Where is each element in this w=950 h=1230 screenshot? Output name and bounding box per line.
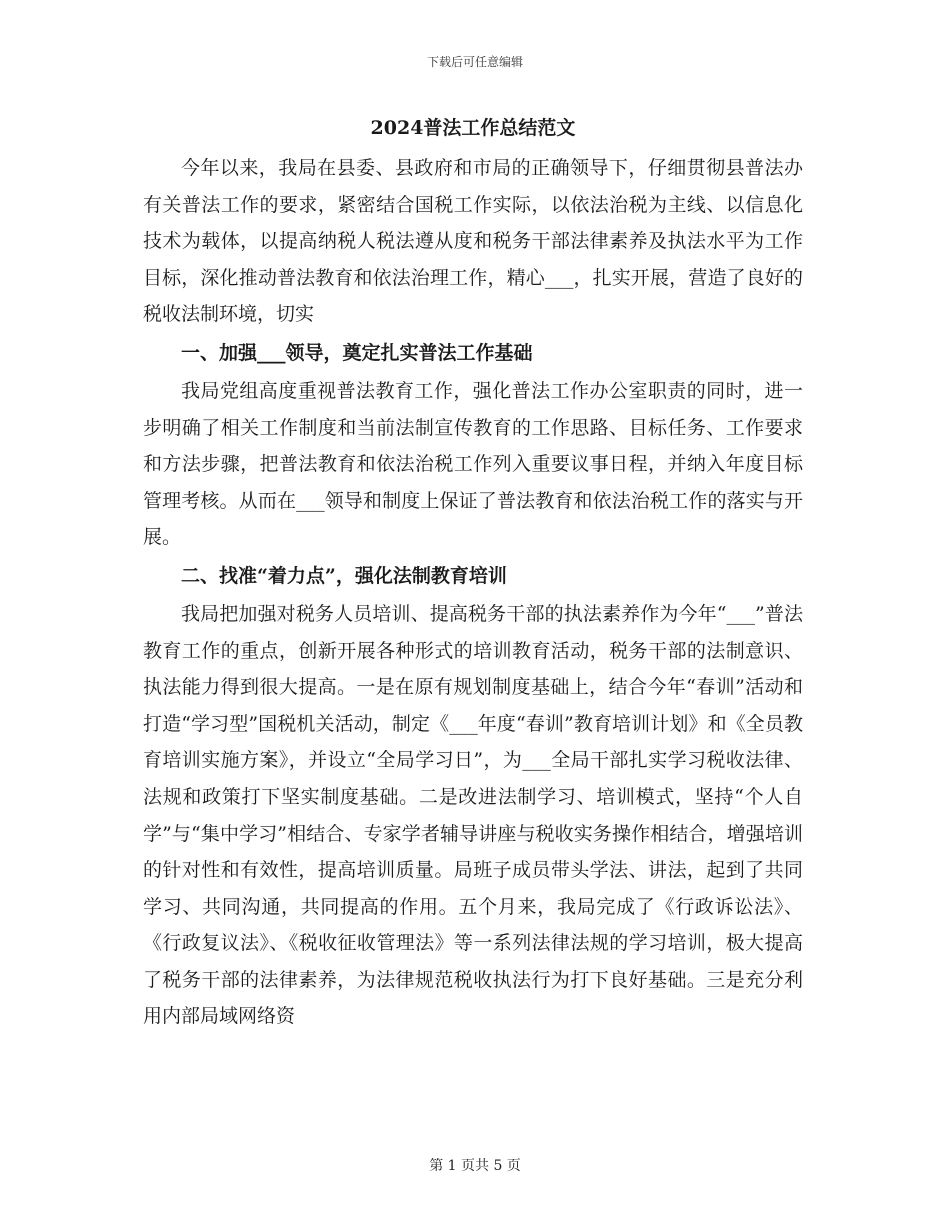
section-1-paragraph: 我局党组高度重视普法教育工作，强化普法工作办公室职责的同时，进一步明确了相关工作制度和当前法制宣传教育的工作思路、目标任务、工作要求和方法步骤，把普法教育和依法治税工作列入重要议事日程，并纳入年度目标管理考核。从而在___领导和制度上保证了普法教育和依法治税工作的落实与开展。 bbox=[143, 379, 803, 549]
header-note: 下载后可任意编辑 bbox=[426, 55, 523, 69]
section-2-paragraph: 我局把加强对税务人员培训、提高税务干部的执法素养作为今年“___”普法教育工作的重点，创新开展各种形式的培训教育活动，税务干部的法制意识、执法能力得到很大提高。一是在原有规划制度基础上，结合今年“春训”活动和打造“学习型”国税机关活动，制定《___年度“春训”教育培训计划》和《全员教育培训实施方案》，并设立“全局学习日”，为___全局干部扎实学习税收法律、法规和政策打下坚实制度基础。二是改进法制学习、培训模式，坚持“个人自学”与“集中学习”相结合、专家学者辅导讲座与税收实务操作相结合，增强培训的针对性和有效性，提高培训质量。局班子成员带头学法、讲法，起到了共同学习、共同沟通，共同提高的作用。五个月来，我局完成了《行政诉讼法》、《行政复议法》、《税收征收管理法》等一系列法律法规的学习培训，极大提高了税务干部的法律素养，为法律规范税收执法行为打下良好基础。三是充分利用内部局域网络资 bbox=[143, 602, 803, 1028]
page-number: 第 1 页共 5 页 bbox=[429, 1158, 521, 1174]
intro-paragraph: 今年以来，我局在县委、县政府和市局的正确领导下，仔细贯彻县普法办有关普法工作的要求，紧密结合国税工作实际，以依法治税为主线、以信息化技术为载体，以提高纳税人税法遵从度和税务干部法律素养及执法水平为工作目标，深化推动普法教育和依法治理工作，精心___，扎实开展，营造了良好的税收法制环境，切实 bbox=[143, 157, 803, 326]
section-1-heading: 一、加强___领导，奠定扎实普法工作基础 bbox=[181, 341, 533, 364]
document-title: 2024普法工作总结范文 bbox=[370, 117, 576, 139]
document-body bbox=[143, 108, 803, 1035]
section-2-heading: 二、找准“着力点”，强化法制教育培训 bbox=[181, 564, 507, 587]
